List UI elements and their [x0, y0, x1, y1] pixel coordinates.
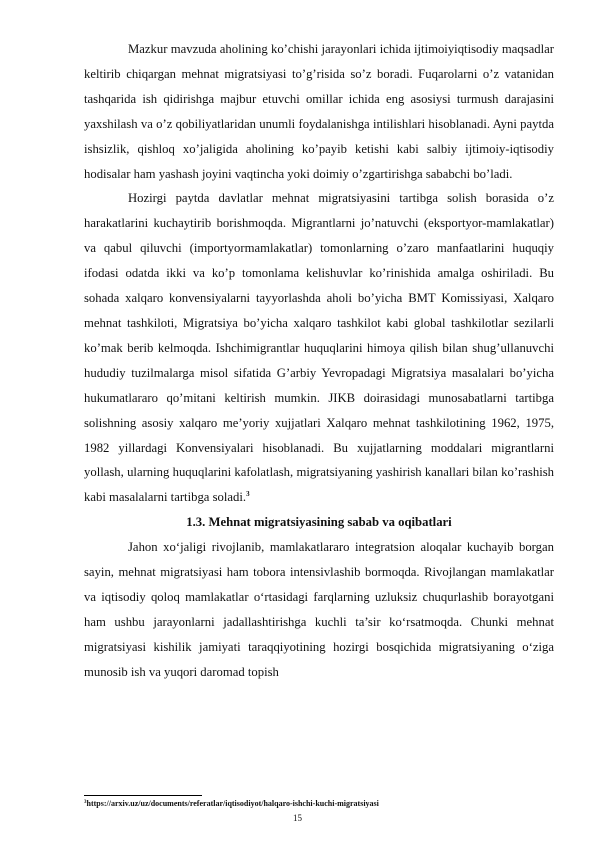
paragraph-1: Mazkur mavzuda aholining ko’chishi jarayonlari ichida ijtimoiyiqtisodiy maqsadlar keltirib chiqargan mehnat migratsiyasi to’g’risida so’z boradi. Fuqarolarni o’z vatanidan tashqarida ish qidirishga majbur etuvchi omillar ichida eng asosiysi turmush darajasini yaxshilash va o’z qobiliyatlaridan unumli foydalanishga intilishlari hisoblanadi. Ayni paytda ishsizlik, qishloq xo’jaligida aholining ko’payib ketishi kabi salbiy ijtimoiy-iqtisodiy hodisalar ham yashash joyini vaqtincha yoki doimiy o’zgartirishga sababchi bo’ladi.	[84, 42, 554, 181]
footnote-divider	[84, 795, 202, 796]
paragraph-2	[84, 186, 554, 510]
footnote-reference[interactable]: 3	[246, 490, 250, 499]
footnote-link[interactable]: https://arxiv.uz/uz/documents/referatlar/iqtisodiyot/halqaro-ishchi-kuchi-migratsiyasi	[86, 799, 379, 808]
page-number: 15	[293, 813, 302, 823]
paragraph-3: Jahon xo‘jaligi rivojlanib, mamlakatlararo integratsion aloqalar kuchayib borgan sayin, mehnat migratsiyasi ham tobora intensivlashib bormoqda. Rivojlangan mamlakatlar va iqtisodiy qoloq mamlakatlar o‘rtasidagi farqlarning uzluksiz chuqurlashib borayotgani ham ushbu jarayonlarni jadallashtirishga kuchli ta’sir ko‘rsatmoqda. Chunki mehnat migratsiyasi kishilik jamiyati taraqqiyotining hozirgi bosqichida migratsiyaning o‘ziga munosib ish va yuqori daromad topish	[84, 540, 554, 679]
footnote-marker: 3	[84, 800, 87, 805]
body-text	[84, 37, 554, 685]
section-heading: 1.3. Mehnat migratsiyasining sabab va oqibatlari	[186, 515, 452, 530]
footnote	[84, 799, 379, 809]
paragraph-2-text: Hozirgi paytda davlatlar mehnat migratsiyasini tartibga solish borasida o’z harakatlarini kuchaytirib borishmoqda. Migrantlarni jo’natuvchi (eksportyor-mamlakatlar) va qabul qiluvchi (importyormamlakatlar) tomonlarning o’zaro manfaatlarini huquqiy ifodasi odatda ikki va ko’p tomonlama kelishuvlar ko’rinishida amalga oshiriladi. Bu sohada xalqaro konvensiyalarni tayyorlashda aholi bo’yicha BMT Komissiyasi, Xalqaro mehnat tashkiloti, Migratsiya bo’yicha xalqaro tashkilot kabi global tashkilotlar sezilarli ko’mak berib kelmoqda. Ishchimigrantlar huquqlarini himoya qilish bilan shug’ullanuvchi hududiy tuzilmalarga misol sifatida G’arbiy Yevropadagi Migratsiya masalalari bo’yicha hukumatlararo qo’mitani keltirish mumkin. JIKB doirasidagi munosabatlarni tartibga solishning asosiy xalqaro me’yoriy xujjatlari Xalqaro mehnat tashkilotining 1962, 1975, 1982 yillardagi Konvensiyalari hisoblanadi. Bu xujjatlarning moddalari migrantlarni yollash, ularning huquqlarini kafolatlash, migratsiyaning yashirish kanallari bilan ko’rashish kabi masalalarni tartibga soladi.	[84, 191, 554, 505]
